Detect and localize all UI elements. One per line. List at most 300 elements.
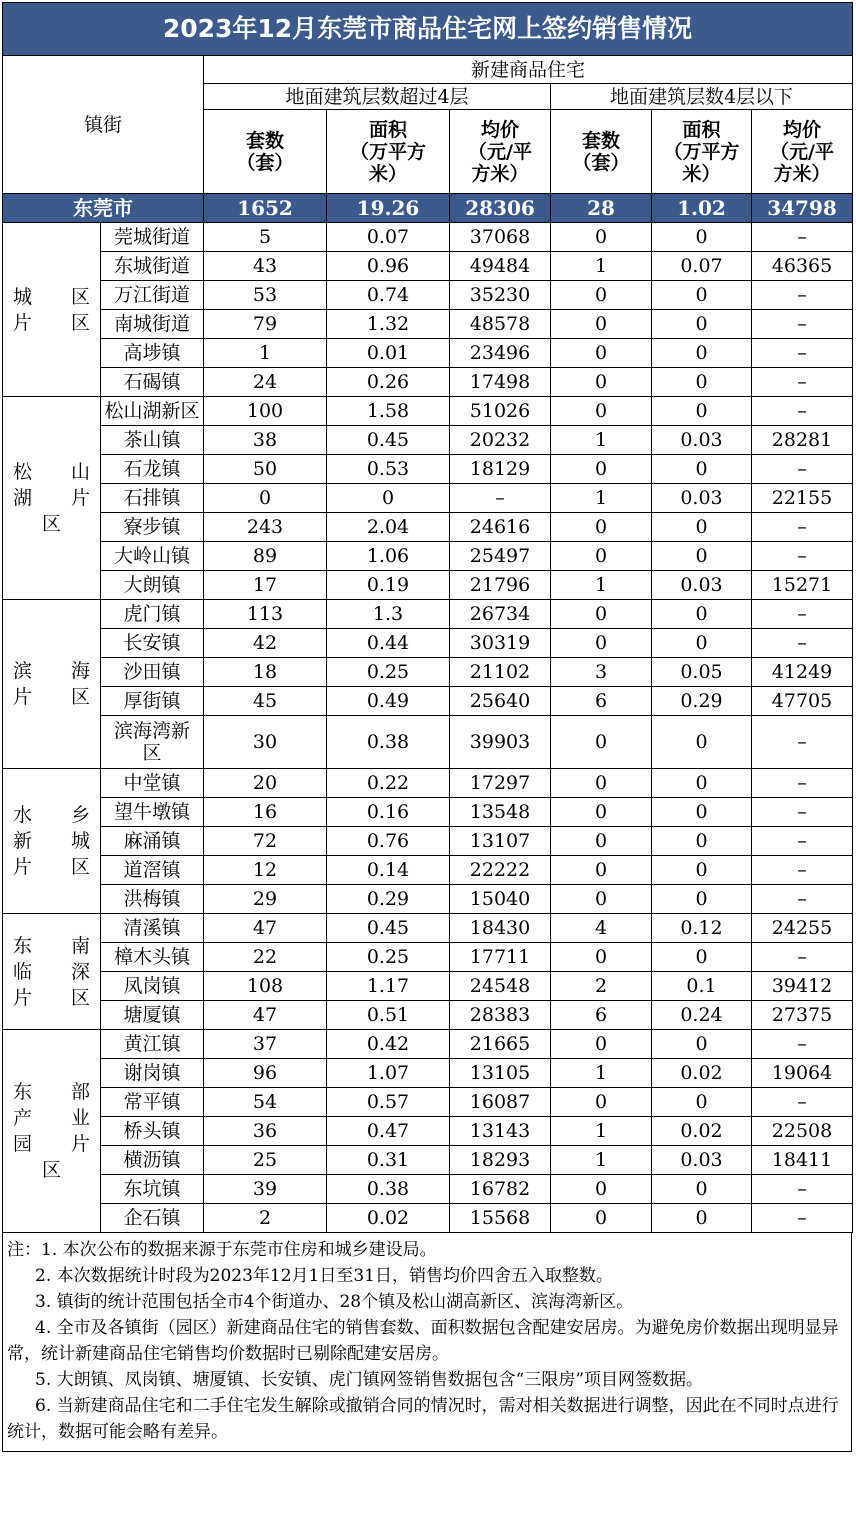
cell-value: 1 bbox=[551, 1059, 652, 1088]
region-name-line: 片 区 bbox=[13, 311, 90, 334]
table-row bbox=[3, 972, 853, 1001]
sales-report bbox=[2, 2, 852, 1452]
cell-value: 0 bbox=[652, 716, 752, 769]
cell-value: 0 bbox=[652, 1204, 752, 1233]
cell-value: 25640 bbox=[450, 687, 551, 716]
sales-table bbox=[2, 2, 853, 1233]
town-name: 石龙镇 bbox=[101, 455, 204, 484]
cell-value: – bbox=[752, 455, 853, 484]
cell-value: 0 bbox=[652, 629, 752, 658]
cell-value: 1.06 bbox=[327, 542, 450, 571]
cell-value: 22508 bbox=[752, 1117, 853, 1146]
town-name: 中堂镇 bbox=[101, 769, 204, 798]
cell-value: 15271 bbox=[752, 571, 853, 600]
cell-value: 0 bbox=[652, 769, 752, 798]
town-name: 凤岗镇 bbox=[101, 972, 204, 1001]
cell-value: 26734 bbox=[450, 600, 551, 629]
cell-value: 0.51 bbox=[327, 1001, 450, 1030]
cell-value: 28 bbox=[551, 194, 652, 223]
cell-value: 72 bbox=[204, 827, 327, 856]
town-name: 寮步镇 bbox=[101, 513, 204, 542]
cell-value: 0.57 bbox=[327, 1088, 450, 1117]
cell-value: 1 bbox=[551, 1117, 652, 1146]
cell-value: 22222 bbox=[450, 856, 551, 885]
town-name: 茶山镇 bbox=[101, 426, 204, 455]
region-name-line: 产 业 bbox=[13, 1107, 90, 1129]
cell-value: 1 bbox=[551, 252, 652, 281]
footnote: 6. 当新建商品住宅和二手住宅发生解除或撤销合同的情况时，需对相关数据进行调整，因此在不同时点进行统计，数据可能会略有差异。 bbox=[7, 1396, 839, 1442]
town-name: 黄江镇 bbox=[101, 1030, 204, 1059]
cell-value: 0.25 bbox=[327, 943, 450, 972]
table-row bbox=[3, 1059, 853, 1088]
cell-value: 0 bbox=[652, 397, 752, 426]
town-name: 横沥镇 bbox=[101, 1146, 204, 1175]
footnote: 5. 大朗镇、凤岗镇、塘厦镇、长安镇、虎门镇网签销售数据包含“三限房”项目网签数据。 bbox=[35, 1370, 704, 1390]
cell-value: 22155 bbox=[752, 484, 853, 513]
cell-value: 2 bbox=[551, 972, 652, 1001]
table-row bbox=[3, 223, 853, 252]
cell-value: – bbox=[752, 339, 853, 368]
cell-value: – bbox=[752, 1030, 853, 1059]
cell-value: 51026 bbox=[450, 397, 551, 426]
cell-value: 37068 bbox=[450, 223, 551, 252]
cell-value: 0.76 bbox=[327, 827, 450, 856]
under4-header: 地面建筑层数4层以下 bbox=[551, 84, 853, 110]
town-name: 塘厦镇 bbox=[101, 1001, 204, 1030]
cell-value: 0.96 bbox=[327, 252, 450, 281]
cell-value: 0 bbox=[551, 339, 652, 368]
cell-value: 0 bbox=[551, 1175, 652, 1204]
town-name: 桥头镇 bbox=[101, 1117, 204, 1146]
cell-value: 0.01 bbox=[327, 339, 450, 368]
region-name-line: 园 片 bbox=[13, 1133, 90, 1155]
cell-value: 0 bbox=[652, 339, 752, 368]
cell-value: 22 bbox=[204, 943, 327, 972]
cell-value: 28383 bbox=[450, 1001, 551, 1030]
cell-value: – bbox=[450, 484, 551, 513]
table-row bbox=[3, 1204, 853, 1233]
cell-value: 1 bbox=[551, 571, 652, 600]
cell-value: 0.47 bbox=[327, 1117, 450, 1146]
cell-value: 15568 bbox=[450, 1204, 551, 1233]
cell-value: 0 bbox=[551, 1088, 652, 1117]
cell-value: 46365 bbox=[752, 252, 853, 281]
cell-value: 17297 bbox=[450, 769, 551, 798]
cell-value: 0.31 bbox=[327, 1146, 450, 1175]
cell-value: 0 bbox=[327, 484, 450, 513]
cell-value: 36 bbox=[204, 1117, 327, 1146]
cell-value: 25497 bbox=[450, 542, 551, 571]
cell-value: – bbox=[752, 1175, 853, 1204]
table-row bbox=[3, 281, 853, 310]
col-area-over4: 面积 （万平方 米） bbox=[327, 110, 450, 194]
cell-value: 28306 bbox=[450, 194, 551, 223]
cell-value: 0 bbox=[652, 600, 752, 629]
cell-value: 0 bbox=[652, 856, 752, 885]
table-row bbox=[3, 426, 853, 455]
region-name bbox=[3, 1030, 101, 1233]
cell-value: 17 bbox=[204, 571, 327, 600]
table-row bbox=[3, 943, 853, 972]
cell-value: 21796 bbox=[450, 571, 551, 600]
cell-value: 0.25 bbox=[327, 658, 450, 687]
cell-value: 0.44 bbox=[327, 629, 450, 658]
table-row bbox=[3, 1146, 853, 1175]
table-row bbox=[3, 339, 853, 368]
table-row bbox=[3, 513, 853, 542]
cell-value: 0.53 bbox=[327, 455, 450, 484]
town-name: 厚街镇 bbox=[101, 687, 204, 716]
cell-value: 0.74 bbox=[327, 281, 450, 310]
cell-value: 0.26 bbox=[327, 368, 450, 397]
cell-value: – bbox=[752, 281, 853, 310]
cell-value: 0 bbox=[204, 484, 327, 513]
town-name: 南城街道 bbox=[101, 310, 204, 339]
cell-value: 38 bbox=[204, 426, 327, 455]
cell-value: – bbox=[752, 513, 853, 542]
cell-value: 0.29 bbox=[327, 885, 450, 914]
cell-value: 39412 bbox=[752, 972, 853, 1001]
cell-value: 18293 bbox=[450, 1146, 551, 1175]
cell-value: 48578 bbox=[450, 310, 551, 339]
cell-value: 53 bbox=[204, 281, 327, 310]
town-name: 企石镇 bbox=[101, 1204, 204, 1233]
cell-value: 0 bbox=[652, 368, 752, 397]
region-name-line: 松 山 bbox=[13, 461, 90, 483]
cell-value: 21102 bbox=[450, 658, 551, 687]
cell-value: 79 bbox=[204, 310, 327, 339]
cell-value: 0.03 bbox=[652, 1146, 752, 1175]
cell-value: 0.49 bbox=[327, 687, 450, 716]
cell-value: 5 bbox=[204, 223, 327, 252]
region-name-line: 临 深 bbox=[13, 960, 90, 983]
cell-value: 42 bbox=[204, 629, 327, 658]
town-name: 清溪镇 bbox=[101, 914, 204, 943]
cell-value: – bbox=[752, 542, 853, 571]
cell-value: 0 bbox=[551, 600, 652, 629]
table-row bbox=[3, 716, 853, 769]
cell-value: 6 bbox=[551, 687, 652, 716]
cell-value: – bbox=[752, 885, 853, 914]
cell-value: 0.24 bbox=[652, 1001, 752, 1030]
cell-value: 39 bbox=[204, 1175, 327, 1204]
footnote: 注：1. 本次公布的数据来源于东莞市住房和城乡建设局。 bbox=[7, 1240, 437, 1260]
cell-value: 0.03 bbox=[652, 484, 752, 513]
cell-value: 0 bbox=[652, 542, 752, 571]
region-name bbox=[3, 600, 101, 769]
cell-value: 18129 bbox=[450, 455, 551, 484]
region-name-line: 片 区 bbox=[13, 856, 90, 878]
cell-value: 18 bbox=[204, 658, 327, 687]
cell-value: 47 bbox=[204, 1001, 327, 1030]
cell-value: 0 bbox=[652, 827, 752, 856]
cell-value: 0 bbox=[652, 281, 752, 310]
col-sets-under4: 套数 （套） bbox=[551, 110, 652, 194]
cell-value: 0 bbox=[551, 1030, 652, 1059]
town-name: 石碣镇 bbox=[101, 368, 204, 397]
region-name-line: 片 区 bbox=[13, 986, 90, 1009]
cell-value: 0.1 bbox=[652, 972, 752, 1001]
cell-value: 16782 bbox=[450, 1175, 551, 1204]
cell-value: 16 bbox=[204, 798, 327, 827]
cell-value: 24255 bbox=[752, 914, 853, 943]
town-name: 虎门镇 bbox=[101, 600, 204, 629]
region-name bbox=[3, 769, 101, 914]
group-header: 新建商品住宅 bbox=[204, 56, 853, 84]
cell-value: 0 bbox=[551, 827, 652, 856]
table-row bbox=[3, 1030, 853, 1059]
cell-value: 0.19 bbox=[327, 571, 450, 600]
cell-value: 0 bbox=[652, 513, 752, 542]
region-name-line: 片 区 bbox=[13, 686, 90, 708]
table-row bbox=[3, 885, 853, 914]
cell-value: 1 bbox=[204, 339, 327, 368]
cell-value: 41249 bbox=[752, 658, 853, 687]
cell-value: 0.14 bbox=[327, 856, 450, 885]
cell-value: 13143 bbox=[450, 1117, 551, 1146]
table-row bbox=[3, 1175, 853, 1204]
cell-value: 0.07 bbox=[652, 252, 752, 281]
town-name: 万江街道 bbox=[101, 281, 204, 310]
cell-value: 13548 bbox=[450, 798, 551, 827]
cell-value: 0.45 bbox=[327, 426, 450, 455]
town-name: 石排镇 bbox=[101, 484, 204, 513]
cell-value: 0.03 bbox=[652, 571, 752, 600]
cell-value: – bbox=[752, 943, 853, 972]
cell-value: – bbox=[752, 1204, 853, 1233]
cell-value: 27375 bbox=[752, 1001, 853, 1030]
cell-value: 0 bbox=[551, 542, 652, 571]
cell-value: 29 bbox=[204, 885, 327, 914]
city-total-row bbox=[3, 194, 853, 223]
cell-value: 96 bbox=[204, 1059, 327, 1088]
cell-value: – bbox=[752, 600, 853, 629]
cell-value: 0 bbox=[652, 1175, 752, 1204]
cell-value: 1.3 bbox=[327, 600, 450, 629]
town-name: 洪梅镇 bbox=[101, 885, 204, 914]
cell-value: 1 bbox=[551, 1146, 652, 1175]
cell-value: 12 bbox=[204, 856, 327, 885]
town-name: 常平镇 bbox=[101, 1088, 204, 1117]
footnote: 4. 全市及各镇街（园区）新建商品住宅的销售套数、面积数据包含配建安居房。为避免房价数据出现明显异常，统计新建商品住宅销售均价数据时已剔除配建安居房。 bbox=[7, 1318, 839, 1364]
cell-value: 100 bbox=[204, 397, 327, 426]
cell-value: 20232 bbox=[450, 426, 551, 455]
town-name: 松山湖新区 bbox=[101, 397, 204, 426]
cell-value: 1 bbox=[551, 426, 652, 455]
cell-value: 21665 bbox=[450, 1030, 551, 1059]
town-name: 滨海湾新 区 bbox=[101, 716, 204, 769]
region-name-line: 新 城 bbox=[13, 830, 90, 852]
region-name-line: 东 部 bbox=[13, 1081, 90, 1103]
col-sets-over4: 套数 （套） bbox=[204, 110, 327, 194]
cell-value: 49484 bbox=[450, 252, 551, 281]
cell-value: 18411 bbox=[752, 1146, 853, 1175]
cell-value: 23496 bbox=[450, 339, 551, 368]
col-price-under4: 均价 （元/平 方米） bbox=[752, 110, 853, 194]
cell-value: 19064 bbox=[752, 1059, 853, 1088]
cell-value: 0 bbox=[551, 798, 652, 827]
cell-value: 15040 bbox=[450, 885, 551, 914]
town-name: 樟木头镇 bbox=[101, 943, 204, 972]
town-name: 望牛墩镇 bbox=[101, 798, 204, 827]
cell-value: 243 bbox=[204, 513, 327, 542]
cell-value: – bbox=[752, 716, 853, 769]
town-name: 高埗镇 bbox=[101, 339, 204, 368]
col-price-over4: 均价 （元/平 方米） bbox=[450, 110, 551, 194]
cell-value: 39903 bbox=[450, 716, 551, 769]
table-row bbox=[3, 368, 853, 397]
cell-value: 0.12 bbox=[652, 914, 752, 943]
cell-value: 0 bbox=[652, 885, 752, 914]
cell-value: – bbox=[752, 223, 853, 252]
cell-value: 2 bbox=[204, 1204, 327, 1233]
cell-value: 1.17 bbox=[327, 972, 450, 1001]
region-name-line: 东 南 bbox=[13, 934, 90, 957]
table-row bbox=[3, 542, 853, 571]
cell-value: 0 bbox=[551, 943, 652, 972]
cell-value: 0 bbox=[551, 310, 652, 339]
cell-value: 0 bbox=[652, 223, 752, 252]
town-name: 大岭山镇 bbox=[101, 542, 204, 571]
region-name-line: 区 bbox=[41, 513, 61, 535]
region-name-line: 区 bbox=[41, 1159, 61, 1181]
cell-value: 0.16 bbox=[327, 798, 450, 827]
cell-value: 0 bbox=[551, 716, 652, 769]
table-row bbox=[3, 397, 853, 426]
cell-value: 4 bbox=[551, 914, 652, 943]
town-name: 东城街道 bbox=[101, 252, 204, 281]
table-row bbox=[3, 571, 853, 600]
cell-value: 34798 bbox=[752, 194, 853, 223]
cell-value: 35230 bbox=[450, 281, 551, 310]
cell-value: 25 bbox=[204, 1146, 327, 1175]
cell-value: 0 bbox=[551, 769, 652, 798]
cell-value: 16087 bbox=[450, 1088, 551, 1117]
page-title: 2023年12月东莞市商品住宅网上签约销售情况 bbox=[3, 3, 853, 56]
cell-value: 24 bbox=[204, 368, 327, 397]
table-row bbox=[3, 310, 853, 339]
cell-value: 37 bbox=[204, 1030, 327, 1059]
cell-value: 28281 bbox=[752, 426, 853, 455]
cell-value: 30 bbox=[204, 716, 327, 769]
cell-value: 89 bbox=[204, 542, 327, 571]
col-area-under4: 面积 （万平方 米） bbox=[652, 110, 752, 194]
table-row bbox=[3, 600, 853, 629]
town-name: 东坑镇 bbox=[101, 1175, 204, 1204]
cell-value: 0 bbox=[551, 397, 652, 426]
cell-value: 0.22 bbox=[327, 769, 450, 798]
town-name: 谢岗镇 bbox=[101, 1059, 204, 1088]
table-row bbox=[3, 1117, 853, 1146]
town-name: 莞城街道 bbox=[101, 223, 204, 252]
cell-value: 54 bbox=[204, 1088, 327, 1117]
region-name-line: 湖 片 bbox=[13, 487, 90, 509]
table-row bbox=[3, 687, 853, 716]
table-row bbox=[3, 1001, 853, 1030]
cell-value: 43 bbox=[204, 252, 327, 281]
table-row bbox=[3, 1088, 853, 1117]
cell-value: 13107 bbox=[450, 827, 551, 856]
cell-value: 0.05 bbox=[652, 658, 752, 687]
table-row bbox=[3, 658, 853, 687]
cell-value: 0.02 bbox=[327, 1204, 450, 1233]
cell-value: 17498 bbox=[450, 368, 551, 397]
table-row bbox=[3, 827, 853, 856]
cell-value: 0 bbox=[652, 310, 752, 339]
cell-value: 6 bbox=[551, 1001, 652, 1030]
cell-value: 0 bbox=[551, 368, 652, 397]
cell-value: 1.02 bbox=[652, 194, 752, 223]
cell-value: 0 bbox=[551, 1204, 652, 1233]
footnote: 3. 镇街的统计范围包括全市4个街道办、28个镇及松山湖高新区、滨海湾新区。 bbox=[35, 1292, 634, 1312]
cell-value: 113 bbox=[204, 600, 327, 629]
cell-value: 0 bbox=[551, 513, 652, 542]
cell-value: – bbox=[752, 769, 853, 798]
cell-value: 50 bbox=[204, 455, 327, 484]
cell-value: 108 bbox=[204, 972, 327, 1001]
table-row bbox=[3, 252, 853, 281]
cell-value: 0 bbox=[551, 885, 652, 914]
town-name: 沙田镇 bbox=[101, 658, 204, 687]
cell-value: 0 bbox=[652, 798, 752, 827]
cell-value: 13105 bbox=[450, 1059, 551, 1088]
cell-value: 0 bbox=[551, 281, 652, 310]
cell-value: 0 bbox=[652, 455, 752, 484]
cell-value: 0.03 bbox=[652, 426, 752, 455]
region-name-line: 城 区 bbox=[13, 285, 90, 308]
cell-value: 1652 bbox=[204, 194, 327, 223]
table-row bbox=[3, 629, 853, 658]
cell-value: 0 bbox=[652, 1030, 752, 1059]
cell-value: – bbox=[752, 310, 853, 339]
table-row bbox=[3, 484, 853, 513]
cell-value: 20 bbox=[204, 769, 327, 798]
table-row bbox=[3, 798, 853, 827]
footnotes bbox=[2, 1233, 852, 1452]
region-name bbox=[3, 914, 101, 1030]
cell-value: 0.29 bbox=[652, 687, 752, 716]
footnote: 2. 本次数据统计时段为2023年12月1日至31日，销售均价四舍五入取整数。 bbox=[35, 1266, 613, 1286]
cell-value: 24616 bbox=[450, 513, 551, 542]
table-row bbox=[3, 856, 853, 885]
table-row bbox=[3, 769, 853, 798]
cell-value: 1.32 bbox=[327, 310, 450, 339]
over4-header: 地面建筑层数超过4层 bbox=[204, 84, 551, 110]
town-name: 长安镇 bbox=[101, 629, 204, 658]
cell-value: 17711 bbox=[450, 943, 551, 972]
region-name bbox=[3, 223, 101, 397]
cell-value: – bbox=[752, 368, 853, 397]
cell-value: – bbox=[752, 397, 853, 426]
cell-value: 0.42 bbox=[327, 1030, 450, 1059]
cell-value: 18430 bbox=[450, 914, 551, 943]
cell-value: 0 bbox=[551, 629, 652, 658]
city-name: 东莞市 bbox=[3, 194, 204, 223]
table-row bbox=[3, 914, 853, 943]
cell-value: 0 bbox=[551, 223, 652, 252]
cell-value: – bbox=[752, 856, 853, 885]
cell-value: 0 bbox=[652, 943, 752, 972]
cell-value: 47 bbox=[204, 914, 327, 943]
town-name: 道滘镇 bbox=[101, 856, 204, 885]
cell-value: 0 bbox=[551, 455, 652, 484]
cell-value: 1.58 bbox=[327, 397, 450, 426]
cell-value: 0.02 bbox=[652, 1117, 752, 1146]
cell-value: 1.07 bbox=[327, 1059, 450, 1088]
cell-value: 45 bbox=[204, 687, 327, 716]
cell-value: 0.07 bbox=[327, 223, 450, 252]
cell-value: 3 bbox=[551, 658, 652, 687]
